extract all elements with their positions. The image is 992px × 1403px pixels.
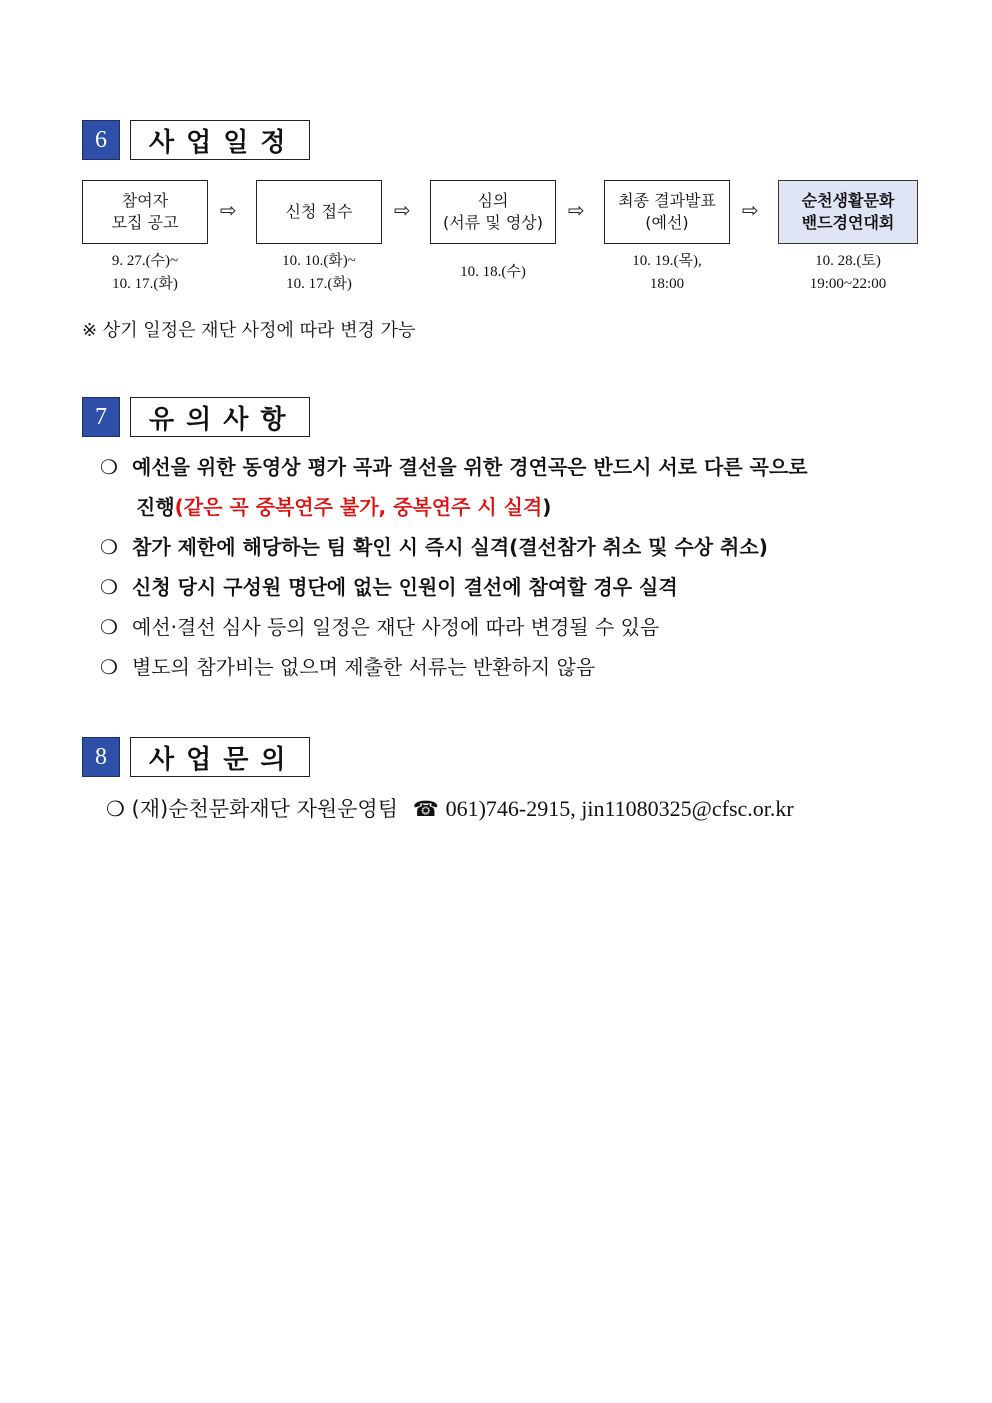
step-date: 10. 10.(화)~ 10. 17.(화) xyxy=(282,253,356,292)
schedule-step-recruit xyxy=(82,180,208,244)
contact-details[interactable]: 061)746-2915, jin11080325@cfsc.or.kr xyxy=(445,796,794,821)
schedule-step-application xyxy=(256,180,382,244)
section-8-header xyxy=(82,737,310,777)
step-label: 심의 xyxy=(477,191,509,210)
bullet-icon: ❍ xyxy=(106,797,125,821)
section-title: 사업문의 xyxy=(130,737,310,777)
step-date: 9. 27.(수)~ 10. 17.(화) xyxy=(111,253,179,292)
schedule-step-contest xyxy=(778,180,918,244)
contact-org: (재)순천문화재단 자원운영팀 xyxy=(131,797,399,821)
right-arrow-icon: ⇨ xyxy=(220,198,237,222)
right-arrow-icon: ⇨ xyxy=(568,198,585,222)
step-label: 최종 결과발표 xyxy=(618,191,716,210)
schedule-note: ※ 상기 일정은 재단 사정에 따라 변경 가능 xyxy=(82,320,416,341)
step-date: 10. 28.(토) 19:00~22:00 xyxy=(809,253,887,292)
step-label: 모집 공고 xyxy=(111,213,179,232)
bullet-icon: ❍ xyxy=(100,535,118,559)
step-label: (서류 및 영상) xyxy=(443,213,543,232)
bullet-icon: ❍ xyxy=(100,615,118,639)
notice-item: ❍ 신청 당시 구성원 명단에 없는 인원이 결선에 참여할 경우 실격 xyxy=(100,575,678,599)
notice-item: ❍ 예선·결선 심사 등의 일정은 재단 사정에 따라 변경될 수 있음 xyxy=(100,615,660,639)
notice-item: ❍ 예선을 위한 동영상 평가 곡과 결선을 위한 경연곡은 반드시 서로 다른 곡으로 xyxy=(100,455,808,479)
telephone-icon: ☎ xyxy=(412,797,439,821)
right-arrow-icon: ⇨ xyxy=(742,198,759,222)
contact-info xyxy=(106,793,794,823)
step-date: 10. 19.(목), 18:00 xyxy=(632,253,702,292)
right-arrow-icon: ⇨ xyxy=(394,198,411,222)
section-number: 7 xyxy=(82,397,120,437)
section-7-header xyxy=(82,397,310,437)
schedule-step-announcement xyxy=(604,180,730,244)
step-label: (예선) xyxy=(645,213,689,232)
notice-item-continued: 진행(같은 곡 중복연주 불가, 중복연주 시 실격) xyxy=(136,495,552,519)
section-number: 6 xyxy=(82,120,120,160)
bullet-icon: ❍ xyxy=(100,655,118,679)
warning-text: (같은 곡 중복연주 불가, 중복연주 시 실격 xyxy=(174,495,543,519)
bullet-icon: ❍ xyxy=(100,575,118,599)
step-label: 신청 접수 xyxy=(285,202,353,221)
section-title: 사업일정 xyxy=(130,120,310,160)
section-title: 유의사항 xyxy=(130,397,310,437)
step-label: 참여자 xyxy=(121,191,169,210)
step-label: 밴드경연대회 xyxy=(801,213,895,232)
step-date: 10. 18.(수) xyxy=(460,264,526,280)
schedule-step-review xyxy=(430,180,556,244)
bullet-icon: ❍ xyxy=(100,455,118,479)
notice-item: ❍ 별도의 참가비는 없으며 제출한 서류는 반환하지 않음 xyxy=(100,655,596,679)
step-label: 순천생활문화 xyxy=(801,191,895,210)
section-6-header xyxy=(82,120,310,160)
section-number: 8 xyxy=(82,737,120,777)
notice-item: ❍ 참가 제한에 해당하는 팀 확인 시 즉시 실격(결선참가 취소 및 수상 취소) xyxy=(100,535,768,559)
